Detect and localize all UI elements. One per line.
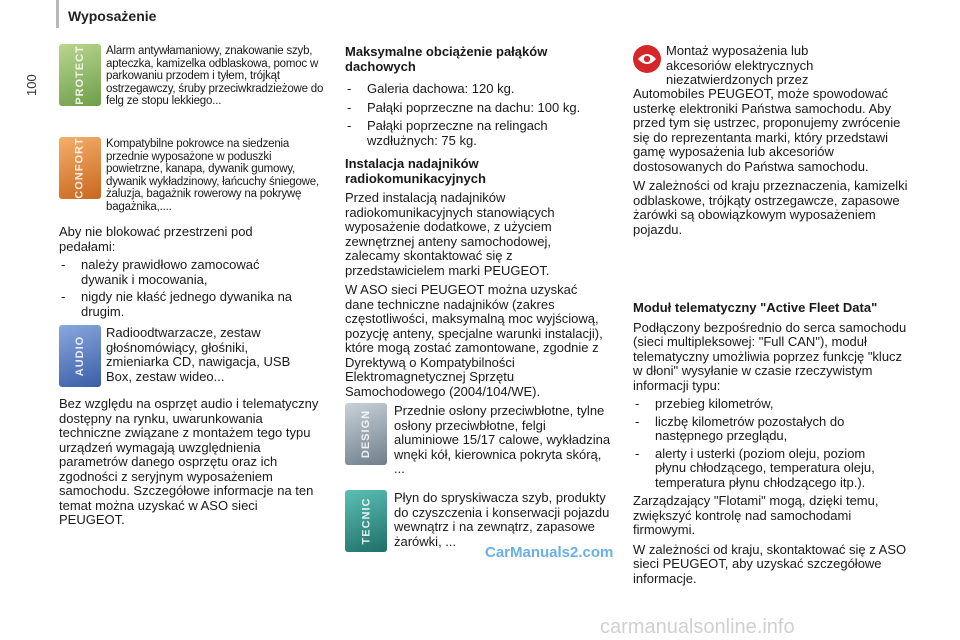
protect-icon: PROTECT — [59, 44, 101, 106]
page-number: 100 — [24, 74, 39, 96]
carmanuals-watermark: CarManuals2.com — [485, 544, 614, 561]
tecnic-icon: TECNIC — [345, 490, 387, 552]
list-item: - liczbę kilometrów pozostałych do następnego przeglądu, — [633, 415, 885, 444]
roof-list — [345, 82, 615, 148]
fleet-paragraph-1: Podłączony bezpośrednio do serca samochodu (sieci multipleksowej: "Full CAN"), moduł telematyczny umożliwia poprzez funkcję "klucz w dłoni" wysyłanie w czasie rzeczywistym informacji typu: — [633, 319, 907, 393]
list-item: - nigdy nie kłaść jednego dywanika na drugim. — [59, 290, 299, 319]
header-bar — [56, 0, 59, 28]
list-item: - Galeria dachowa: 120 kg. — [345, 82, 615, 97]
list-item: - należy prawidłowo zamocować dywanik i mocowania, — [59, 258, 299, 287]
pedals-list — [59, 258, 299, 319]
warning-first-lines: Montaż wyposażenia lub akcesoriów elektrycznych niezatwierdzonych przez — [666, 43, 814, 87]
page-title: Wyposażenie — [68, 8, 157, 24]
roof-section — [345, 45, 615, 148]
audio-description: Radioodtwarzacze, zestaw głośnomówiący, głośniki, zmieniarka CD, nawigacja, USB Box, zestaw wideo... — [106, 325, 291, 384]
fleet-title: Moduł telematyczny "Active Fleet Data" — [633, 300, 878, 315]
list-item: - alerty i usterki (poziom oleju, poziom płynu chłodzącego, temperatura oleju, temperatura płynu chłodzącego itp.). — [633, 447, 885, 491]
design-description: Przednie osłony przeciwbłotne, tylne osłony przeciwbłotne, felgi aluminiowe 15/17 calowe, wykładzina wnęki kół, kierownica pokryta skórą, ... — [394, 403, 611, 476]
radio-paragraph-2: W ASO sieci PEUGEOT można uzyskać dane techniczne nadajników (zakres częstotliwości, maksymalną moc wyjściową, pozycję anteny, specjalne warunki instalacji), które mogą zostać zamontowane, zgodnie z Dyrektywą o Kompatybilności Elektromagnetycznej Sprzętu Samochodowego (2004/104/WE). — [345, 282, 603, 399]
list-item: - Pałąki poprzeczne na relingach wzdłużnych: 75 kg. — [345, 119, 587, 148]
pedals-section — [59, 225, 299, 319]
fleet-list — [633, 397, 915, 490]
list-item: - Pałąki poprzeczne na dachu: 100 kg. — [345, 101, 615, 116]
warning-eye-icon — [633, 45, 661, 73]
radio-section — [345, 157, 607, 399]
page-number-wrap — [24, 60, 44, 100]
fleet-paragraph-3: W zależności od kraju, skontaktować się z ASO sieci PEUGEOT, aby uzyskać szczegółowe informacje. — [633, 541, 907, 586]
radio-title: Instalacja nadajników radiokomunikacyjnych — [345, 156, 486, 186]
warning-section — [633, 87, 915, 237]
protect-description: Alarm antywłamaniowy, znakowanie szyb, apteczka, kamizelka odblaskowa, pomoc w parkowaniu przodem i tyłem, trójkąt ostrzegawczy, śruby przeciwkradzieżowe do felg ze stopu lekkiego... — [106, 45, 324, 107]
warning-paragraph-1: Automobiles PEUGEOT, może spowodować usterkę elektroniki Państwa samochodu. Aby przed tym się ustrzec, proponujemy zwrócenie się do reprezentanta marki, który przedstawi gamę wyposażenia lub akcesoriów dostosowanych do Państwa samochodu. — [633, 86, 901, 174]
comfort-description: Kompatybilne pokrowce na siedzenia przednie wyposażone w poduszki powietrzne, kanapa, dywanik gumowy, dywanik wykładzinowy, łańcuchy śniegowe, żaluzja, bagażnik rowerowy na pokrywę bagażnika,.... — [106, 138, 319, 213]
fleet-section — [633, 301, 915, 586]
list-item: - przebieg kilometrów, — [633, 397, 915, 412]
carmanualsonline-watermark: carmanualsonline.info — [600, 616, 795, 638]
design-icon: DESIGN — [345, 403, 387, 465]
radio-paragraph-1: Przed instalacją nadajników radiokomunikacyjnych stanowiących wyposażenie dodatkowe, z użyciem zewnętrznej anteny samochodowej, zalecamy skontaktować się z przedstawicielem marki PEUGEOT. — [345, 190, 555, 278]
tecnic-description: Płyn do spryskiwacza szyb, produkty do czyszczenia i konserwacji pojazdu wewnątrz i na zewnątrz, zapasowe żarówki, ... — [394, 490, 610, 549]
audio-icon: AUDIO — [59, 325, 101, 387]
audio-notice: Bez względu na osprzęt audio i telematyczny dostępny na rynku, uwarunkowania techniczne związane z montażem tego typu urządzeń wymagają uwzględnienia parametrów danego osprzętu oraz ich zgodności z seryjnym wyposażeniem samochodu. Szczegółowe informacje na ten temat można uzyskać w ASO sieci PEUGEOT. — [59, 396, 319, 527]
roof-title: Maksymalne obciążenie pałąków dachowych — [345, 44, 548, 74]
warning-paragraph-2: W zależności od kraju przeznaczenia, kamizelki odblaskowe, trójkąty ostrzegawcze, zapasowe żarówki są obowiązkowym wyposażeniem pojazdu. — [633, 178, 908, 237]
pedals-intro: Aby nie blokować przestrzeni pod pedałami: — [59, 224, 253, 254]
fleet-paragraph-2: Zarządzający "Flotami" mogą, dzięki temu, zwiększyć kontrolę nad samochodami firmowymi. — [633, 493, 879, 537]
comfort-icon: CONFORT — [59, 137, 101, 199]
